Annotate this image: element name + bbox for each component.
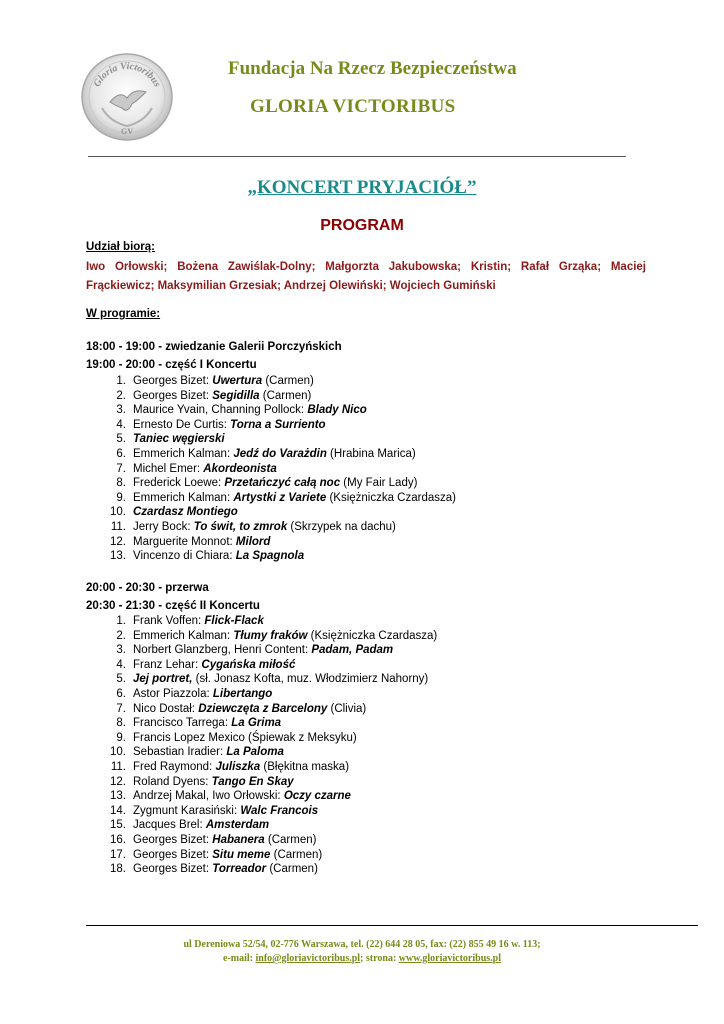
- item-number: 13.: [110, 550, 126, 563]
- email-link[interactable]: info@gloriavictoribus.pl: [255, 953, 361, 964]
- item-author: Sebastian Iradier:: [133, 746, 227, 759]
- part1-program-list: [86, 374, 456, 564]
- item-note: (Carmen): [270, 848, 323, 861]
- item-title: Dziewczęta z Barcelony: [198, 702, 328, 715]
- item-note: (Śpiewak z Meksyku): [248, 731, 357, 744]
- program-item: [86, 760, 437, 775]
- schedule-break: 20:00 - 20:30 - przerwa: [86, 582, 209, 594]
- item-number: 12.: [110, 775, 126, 788]
- footer-address: ul Dereniowa 52/54, 02-776 Warszawa, tel. (22) 644 28 05, fax: (22) 855 49 16 w. 113;: [183, 939, 541, 950]
- item-title: Tango En Skay: [211, 775, 294, 788]
- item-number: 3.: [116, 644, 126, 657]
- item-title: Milord: [235, 535, 271, 548]
- header-divider: [88, 156, 626, 157]
- program-item: [86, 505, 456, 520]
- participants-list: Iwo Orłowski; Bożena Zawiślak-Dolny; Małgorzta Jakubowska; Kristin; Rafał Grząka; Maciej Frąckiewicz; Maksymilian Grzesiak; Andrzej Olewiński; Wojciech Gumiński: [86, 261, 646, 292]
- item-number: 2.: [116, 389, 126, 402]
- program-item: [86, 775, 437, 790]
- program-item: [86, 629, 437, 644]
- program-item: [86, 687, 437, 702]
- item-title: Segidilla: [212, 389, 260, 402]
- item-number: 10.: [110, 506, 126, 519]
- item-title: Torreador: [212, 863, 267, 876]
- item-note: (Carmen): [259, 389, 312, 402]
- item-title: Blady Nico: [307, 404, 367, 417]
- item-note: (sł. Jonasz Kofta, muz. Włodzimierz Nahorny): [192, 673, 429, 686]
- item-author: Maurice Yvain, Channing Pollock:: [133, 404, 308, 417]
- item-author: Ernesto De Curtis:: [133, 418, 231, 431]
- program-item: [86, 745, 437, 760]
- item-title: Situ meme: [212, 848, 271, 861]
- item-title: Przetańczyć całą noc: [224, 477, 341, 490]
- item-number: 7.: [116, 702, 126, 715]
- part2-program-list: [86, 614, 437, 877]
- item-number: 17.: [110, 848, 126, 861]
- item-number: 11.: [110, 760, 126, 773]
- item-title: Czardasz Montiego: [133, 506, 238, 519]
- item-note: (Hrabina Marica): [326, 447, 416, 460]
- item-note: (Księżniczka Czardasza): [326, 491, 456, 504]
- item-author: Frederick Loewe:: [133, 477, 225, 490]
- program-item: [86, 848, 437, 863]
- item-author: Nico Dostał:: [133, 702, 199, 715]
- program-item: [86, 462, 456, 477]
- item-note: (Błękitna maska): [260, 760, 350, 773]
- item-author: Jerry Bock:: [133, 520, 194, 533]
- footer-contact: [0, 953, 724, 964]
- item-number: 16.: [110, 833, 126, 846]
- item-author: Emmerich Kalman:: [133, 447, 234, 460]
- item-number: 3.: [116, 404, 126, 417]
- item-author: Emmerich Kalman:: [133, 629, 234, 642]
- item-note: (Carmen): [266, 863, 318, 876]
- item-author: Georges Bizet:: [133, 863, 213, 876]
- item-title: Taniec węgierski: [133, 433, 225, 446]
- program-item: [86, 476, 456, 491]
- item-title: Amsterdam: [205, 819, 270, 832]
- program-item: [86, 389, 456, 404]
- program-item: [86, 418, 456, 433]
- program-item: [86, 716, 437, 731]
- item-author: Georges Bizet:: [133, 848, 213, 861]
- item-title: Padam, Padam: [311, 644, 394, 657]
- item-note: (Clivia): [327, 702, 367, 715]
- item-author: Frank Voffen:: [133, 615, 205, 627]
- item-number: 14.: [110, 804, 126, 817]
- item-number: 18.: [110, 863, 126, 876]
- program-item: [86, 614, 437, 629]
- item-title: To świt, to zmrok: [193, 520, 288, 533]
- item-author: Franz Lehar:: [133, 658, 202, 671]
- item-number: 5.: [116, 433, 126, 446]
- schedule-tour: 18:00 - 19:00 - zwiedzanie Galerii Porczyńskich: [86, 341, 342, 353]
- item-title: Jedź do Varażdin: [233, 447, 327, 460]
- item-author: Zygmunt Karasiński:: [133, 804, 241, 817]
- website-link[interactable]: www.gloriavictoribus.pl: [398, 953, 502, 964]
- program-item: [86, 818, 437, 833]
- item-title: Habanera: [212, 833, 265, 846]
- program-label: W programie:: [86, 308, 161, 320]
- item-title: Uwertura: [212, 375, 263, 387]
- item-number: 13.: [110, 790, 126, 803]
- item-note: (My Fair Lady): [340, 477, 418, 490]
- program-item: [86, 658, 437, 673]
- item-number: 5.: [116, 673, 126, 686]
- item-title: Oczy czarne: [283, 790, 351, 803]
- item-number: 10.: [110, 746, 126, 759]
- item-note: (Carmen): [264, 833, 317, 846]
- item-number: 9.: [116, 491, 126, 504]
- footer-divider: [86, 925, 698, 926]
- item-title: Artystki z Variete: [233, 491, 327, 504]
- item-number: 4.: [116, 418, 126, 431]
- email-label: e-mail:: [222, 953, 256, 964]
- item-title: Walc Francois: [240, 804, 319, 817]
- item-author: Michel Emer:: [133, 462, 204, 475]
- item-note: (Skrzypek na dachu): [287, 520, 396, 533]
- item-number: 15.: [110, 819, 126, 832]
- item-number: 9.: [116, 731, 126, 744]
- item-number: 4.: [116, 658, 126, 671]
- program-item: [86, 535, 456, 550]
- item-note: (Carmen): [262, 375, 314, 387]
- organization-name: Fundacja Na Rzecz Bezpieczeństwa: [228, 58, 517, 79]
- item-number: 11.: [110, 520, 126, 533]
- program-item: [86, 789, 437, 804]
- program-item: [86, 702, 437, 717]
- item-note: (Księżniczka Czardasza): [307, 629, 438, 642]
- item-number: 8.: [116, 717, 126, 730]
- item-title: La Spagnola: [235, 550, 305, 563]
- item-title: La Paloma: [226, 746, 284, 759]
- item-author: Jacques Brel:: [133, 819, 206, 832]
- logo-initials: GV: [121, 127, 133, 136]
- participants-label: Udział biorą:: [86, 241, 156, 253]
- item-author: Andrzej Makal, Iwo Orłowski:: [133, 790, 284, 803]
- item-title: Cygańska miłość: [201, 658, 296, 671]
- item-author: Fred Raymond:: [133, 760, 216, 773]
- schedule-part1: 19:00 - 20:00 - część I Koncertu: [86, 359, 257, 371]
- program-item: [86, 374, 456, 389]
- item-number: 1.: [116, 375, 126, 387]
- web-label: ; strona:: [360, 953, 399, 964]
- item-title: Jej portret,: [133, 673, 193, 686]
- program-item: [86, 520, 456, 535]
- item-author: Vincenzo di Chiara:: [133, 550, 236, 563]
- program-item: [86, 804, 437, 819]
- item-number: 6.: [116, 447, 126, 460]
- item-number: 12.: [110, 535, 126, 548]
- program-item: [86, 432, 456, 447]
- program-item: [86, 643, 437, 658]
- item-author: Francis Lopez Mexico: [133, 731, 249, 744]
- item-title: La Grima: [231, 717, 282, 730]
- concert-title-text: „KONCERT PRYJACIÓŁ”: [247, 177, 477, 198]
- logo-text: Gloria Victoribus: [91, 60, 163, 89]
- item-author: Francisco Tarrega:: [133, 717, 232, 730]
- program-item: [86, 403, 456, 418]
- foundation-logo: [80, 52, 174, 142]
- item-author: Norbert Glanzberg, Henri Content:: [133, 644, 312, 657]
- item-author: Astor Piazzola:: [133, 687, 213, 700]
- item-author: Marguerite Monnot:: [133, 535, 236, 548]
- item-title: Tłumy fraków: [233, 629, 308, 642]
- organization-title: GLORIA VICTORIBUS: [250, 96, 456, 117]
- item-title: Akordeonista: [203, 462, 277, 475]
- program-item: [86, 491, 456, 506]
- item-author: Georges Bizet:: [133, 389, 213, 402]
- program-item: [86, 672, 437, 687]
- concert-title: [0, 177, 724, 199]
- program-heading: PROGRAM: [320, 217, 404, 234]
- item-number: 1.: [116, 615, 126, 627]
- schedule-part2: 20:30 - 21:30 - część II Koncertu: [86, 600, 260, 612]
- program-item: [86, 833, 437, 848]
- item-author: Georges Bizet:: [133, 375, 213, 387]
- item-author: Emmerich Kalman:: [133, 491, 234, 504]
- program-item: [86, 731, 437, 746]
- item-number: 8.: [116, 477, 126, 490]
- item-number: 6.: [116, 687, 126, 700]
- item-title: Juliszka: [215, 760, 261, 773]
- item-author: Roland Dyens:: [133, 775, 212, 788]
- item-author: Georges Bizet:: [133, 833, 213, 846]
- item-number: 7.: [116, 462, 126, 475]
- item-title: Flick-Flack: [204, 615, 264, 627]
- item-number: 2.: [116, 629, 126, 642]
- program-item: [86, 447, 456, 462]
- program-item: [86, 862, 437, 877]
- item-title: Libertango: [212, 687, 273, 700]
- program-item: [86, 549, 456, 564]
- item-title: Torna a Surriento: [230, 418, 326, 431]
